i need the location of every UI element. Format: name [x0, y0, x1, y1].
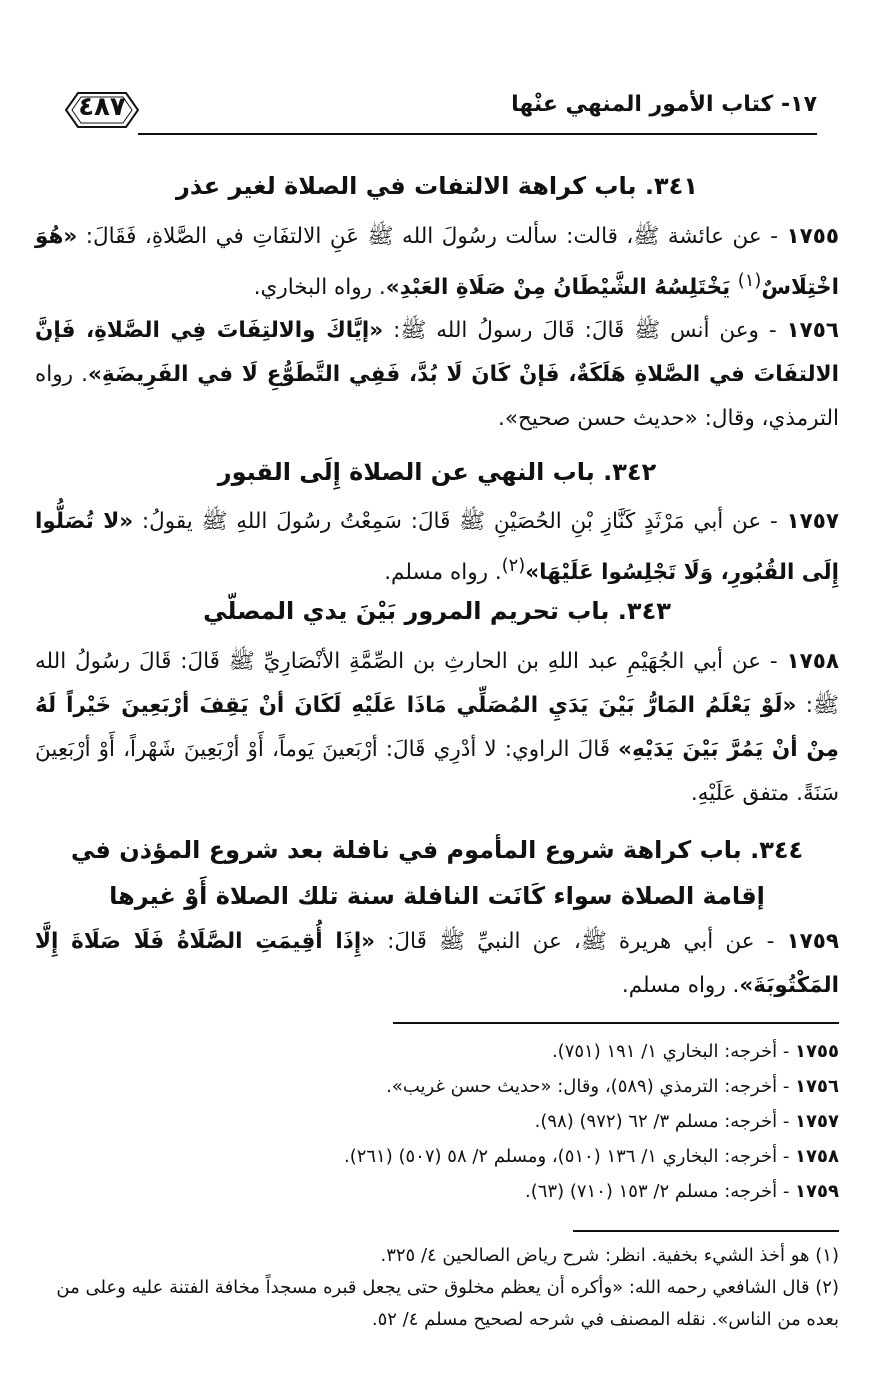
chapter-heading: ٣٤٢. باب النهي عن الصلاة إِلَى القبور [217, 458, 657, 486]
hadith-number: ١٧٥٧ [786, 509, 839, 534]
takhrij-item: ١٧٥٦ - أخرجه: الترمذي (٥٨٩)، وقال: «حديث حسن غريب». [386, 1076, 839, 1097]
hadith-source: . رواه البخاري. [253, 275, 386, 301]
chapter-heading-line-2: إقامة الصلاة سواء كَانَت النافلة سنة تلك الصلاة أَوْ غيرها [109, 882, 765, 910]
prophetic-quote: «لَوْ يَعْلَمُ المَارُّ بَيْنَ يَدَيِ المُصَلِّي مَاذَا عَلَيْهِ لَكَانَ أنْ يَقِفَ أرْبَعِينَ خَيْراً لَهُ مِنْ أنْ يَمُرَّ بَيْنَ يَدَيْهِ» [35, 693, 839, 762]
takhrij-item: ١٧٥٧ - أخرجه: مسلم ٣/ ٦٢ (٩٧٢) (٩٨). [534, 1111, 839, 1132]
chapter-344 [35, 827, 839, 919]
hadith-source: قَالَ الراوي: لا أدْرِي قَالَ: أرْبَعينَ يَوماً، أَوْ أرْبَعِينَ شَهْراً، أَوْ أرْبَعِينَ سَنَةً. متفق عَلَيْهِ. [35, 737, 839, 806]
prophetic-quote: يَخْتَلِسُهُ الشَّيْطَانُ مِنْ صَلَاةِ العَبْدِ» [385, 275, 738, 301]
hadith-source: . رواه مسلم. [384, 560, 502, 586]
hadith-narration: - عن أبي الجُهَيْمِ عبد اللهِ بن الحارثِ بن الصِّمَّةِ الأنْصَارِيِّ ﷺ قَالَ: قَالَ رسُولُ الله ﷺ: [35, 649, 839, 718]
prophetic-quote: «لا تُصَلُّوا إِلَى القُبُورِ، وَلَا تَجْلِسُوا عَلَيْهَا» [35, 509, 839, 586]
footnote-separator [393, 1022, 839, 1024]
chapter-341 [35, 172, 839, 200]
chapter-heading: ٣٤٣. باب تحريم المرور بَيْنَ يدي المصلّي [203, 597, 671, 625]
hadith-text [35, 309, 839, 441]
note-item: (٢) قال الشافعي رحمه الله: «وأكره أن يعظم مخلوق حتى يجعل قبره مسجداً مخافة الفتنة عليه وعلى من بعده من الناس». نقله المصنف في شرحه لصحيح مسلم ٤/ ٥٢. [56, 1277, 839, 1330]
page-number-badge [64, 90, 140, 128]
takhrij-item: ١٧٥٩ - أخرجه: مسلم ٢/ ١٥٣ (٧١٠) (٦٣). [525, 1181, 839, 1202]
hadith-text [35, 640, 839, 816]
chapter-heading-line-1: ٣٤٤. باب كراهة شروع المأموم في نافلة بعد شروع المؤذن في [70, 836, 804, 864]
hadith-source: . رواه الترمذي، وقال: «حديث حسن صحيح». [35, 362, 839, 431]
takhrij-item: ١٧٥٨ - أخرجه: البخاري ١/ ١٣٦ (٥١٠)، ومسلم ٢/ ٥٨ (٥٠٧) (٢٦١). [343, 1146, 839, 1167]
prophetic-quote: «إِذَا أُقِيمَتِ الصَّلَاةُ فَلَا صَلَاةَ إِلَّا المَكْتُوبَةَ» [35, 929, 839, 998]
hadith-text [35, 920, 839, 1008]
chapter-342 [35, 458, 839, 486]
prophetic-quote: «إيَّاكَ والالتِفَاتَ فِي الصَّلاةِ، فَإنَّ الالتفَاتَ في الصَّلاةِ هَلَكَةٌ، فَإنْ كَانَ لَا بُدَّ، فَفِي التَّطَوُّعِ لَا في الفَرِيضَةِ» [35, 318, 839, 387]
takhrij-list [39, 1034, 839, 1209]
hadith-1757 [35, 500, 839, 595]
running-header [64, 86, 817, 136]
note-item: (١) هو أخذ الشيء بخفية. انظر: شرح رياض الصالحين ٤/ ٣٢٥. [380, 1245, 839, 1266]
chapter-title: ١٧- كتاب الأمور المنهي عنْها [511, 92, 817, 117]
hadith-number: ١٧٥٩ [786, 929, 839, 954]
hadith-text [35, 500, 839, 595]
takhrij-item: ١٧٥٥ - أخرجه: البخاري ١/ ١٩١ (٧٥١). [551, 1041, 839, 1062]
hadith-1758 [35, 640, 839, 816]
hadith-number: ١٧٥٦ [786, 318, 839, 343]
hadith-text [35, 215, 839, 310]
hadith-1755 [35, 215, 839, 310]
page-number: ٤٨٧ [78, 92, 126, 122]
hadith-narration: - عن أبي هريرة ﷺ، عن النبيِّ ﷺ قَالَ: [375, 929, 775, 954]
hadith-number: ١٧٥٨ [786, 649, 839, 674]
chapter-heading: ٣٤١. باب كراهة الالتفات في الصلاة لغير عذر [176, 172, 698, 200]
notes-separator [573, 1230, 839, 1232]
hadith-narration: - عن عائشة ﷺ، قالت: سألت رسُولَ الله ﷺ عَنِ الالتفَاتِ في الصَّلاةِ، فَقَالَ: [77, 224, 778, 249]
prophetic-quote: «هُوَ اخْتِلَاسٌ [35, 224, 839, 301]
hadith-number: ١٧٥٥ [786, 224, 839, 249]
hadith-source: . رواه مسلم. [621, 973, 740, 998]
hadith-1756 [35, 309, 839, 441]
chapter-343 [35, 597, 839, 625]
hadith-1759 [35, 920, 839, 1008]
hadith-narration: - وعن أنس ﷺ قَالَ: قَالَ رسولُ الله ﷺ: [383, 318, 777, 343]
header-rule [138, 133, 817, 135]
footnote-ref[interactable]: (١) [737, 270, 762, 291]
footnote-ref[interactable]: (٢) [501, 555, 526, 576]
notes-list [35, 1240, 839, 1336]
hadith-narration: - عن أبي مَرْثَدٍ كَنَّازِ بْنِ الحُصَيْنِ ﷺ قَالَ: سَمِعْتُ رسُولَ اللهِ ﷺ يقولُ: [133, 509, 778, 534]
